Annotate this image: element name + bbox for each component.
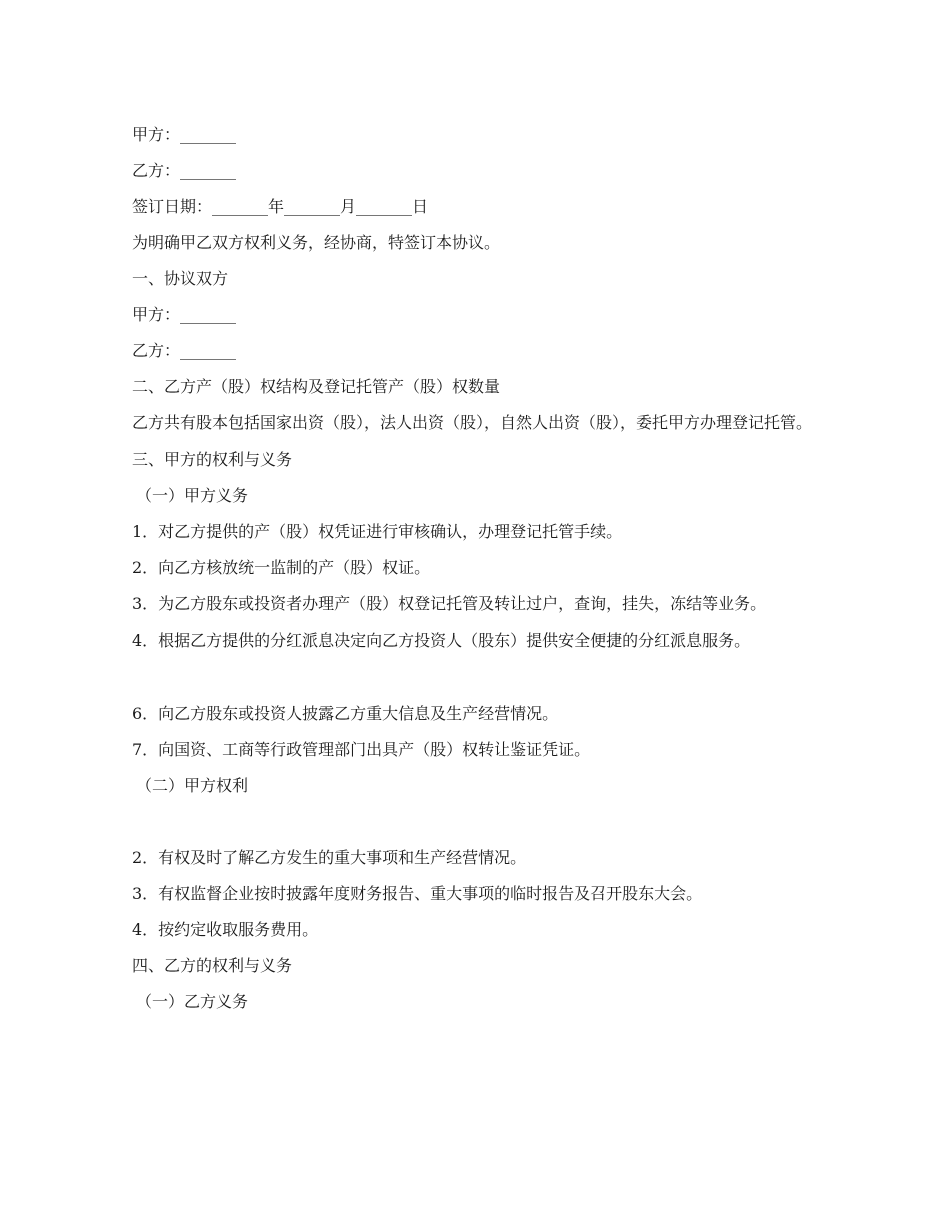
party-b-line-2: 乙方：_______ — [132, 341, 237, 360]
document-body — [112, 124, 840, 1027]
section-heading-1: 一、协议双方 — [132, 269, 229, 288]
blank-gap — [112, 811, 840, 847]
party-a-line-2: 甲方：_______ — [132, 305, 237, 324]
list-item: 6．向乙方股东或投资人披露乙方重大信息及生产经营情况。 — [132, 704, 559, 723]
equity-structure-paragraph: 乙方共有股本包括国家出资（股），法人出资（股），自然人出资（股），委托甲方办理登记托管。 — [132, 413, 813, 432]
list-item: 3．有权监督企业按时披露年度财务报告、重大事项的临时报告及召开股东大会。 — [132, 884, 703, 903]
list-item: 2．有权及时了解乙方发生的重大事项和生产经营情况。 — [132, 848, 527, 867]
list-item: 4．根据乙方提供的分红派息决定向乙方投资人（股东）提供安全便捷的分红派息服务。 — [132, 631, 751, 650]
section-heading-2: 二、乙方产（股）权结构及登记托管产（股）权数量 — [132, 377, 501, 396]
list-item: 2．向乙方核放统一监制的产（股）权证。 — [132, 558, 431, 577]
subsection-heading-party-a-duties: （一）甲方义务 — [136, 486, 249, 505]
section-heading-3: 三、甲方的权利与义务 — [132, 450, 293, 469]
party-b-line: 乙方：_______ — [132, 161, 237, 180]
list-item: 7．向国资、工商等行政管理部门出具产（股）权转让鉴证凭证。 — [132, 740, 591, 759]
list-item: 3．为乙方股东或投资者办理产（股）权登记托管及转让过户，查询，挂失，冻结等业务。 — [132, 594, 767, 613]
subsection-heading-party-a-rights: （二）甲方权利 — [136, 776, 249, 795]
preamble: 为明确甲乙双方权利义务，经协商，特签订本协议。 — [132, 233, 501, 252]
list-item: 4．按约定收取服务费用。 — [132, 920, 319, 939]
party-a-line: 甲方：_______ — [132, 125, 237, 144]
blank-gap — [112, 667, 840, 703]
signing-date-line: 签订日期：_______年_______月_______日 — [132, 197, 429, 216]
subsection-heading-party-b-duties: （一）乙方义务 — [136, 992, 249, 1011]
section-heading-4: 四、乙方的权利与义务 — [132, 956, 293, 975]
list-item: 1．对乙方提供的产（股）权凭证进行审核确认，办理登记托管手续。 — [132, 522, 623, 541]
